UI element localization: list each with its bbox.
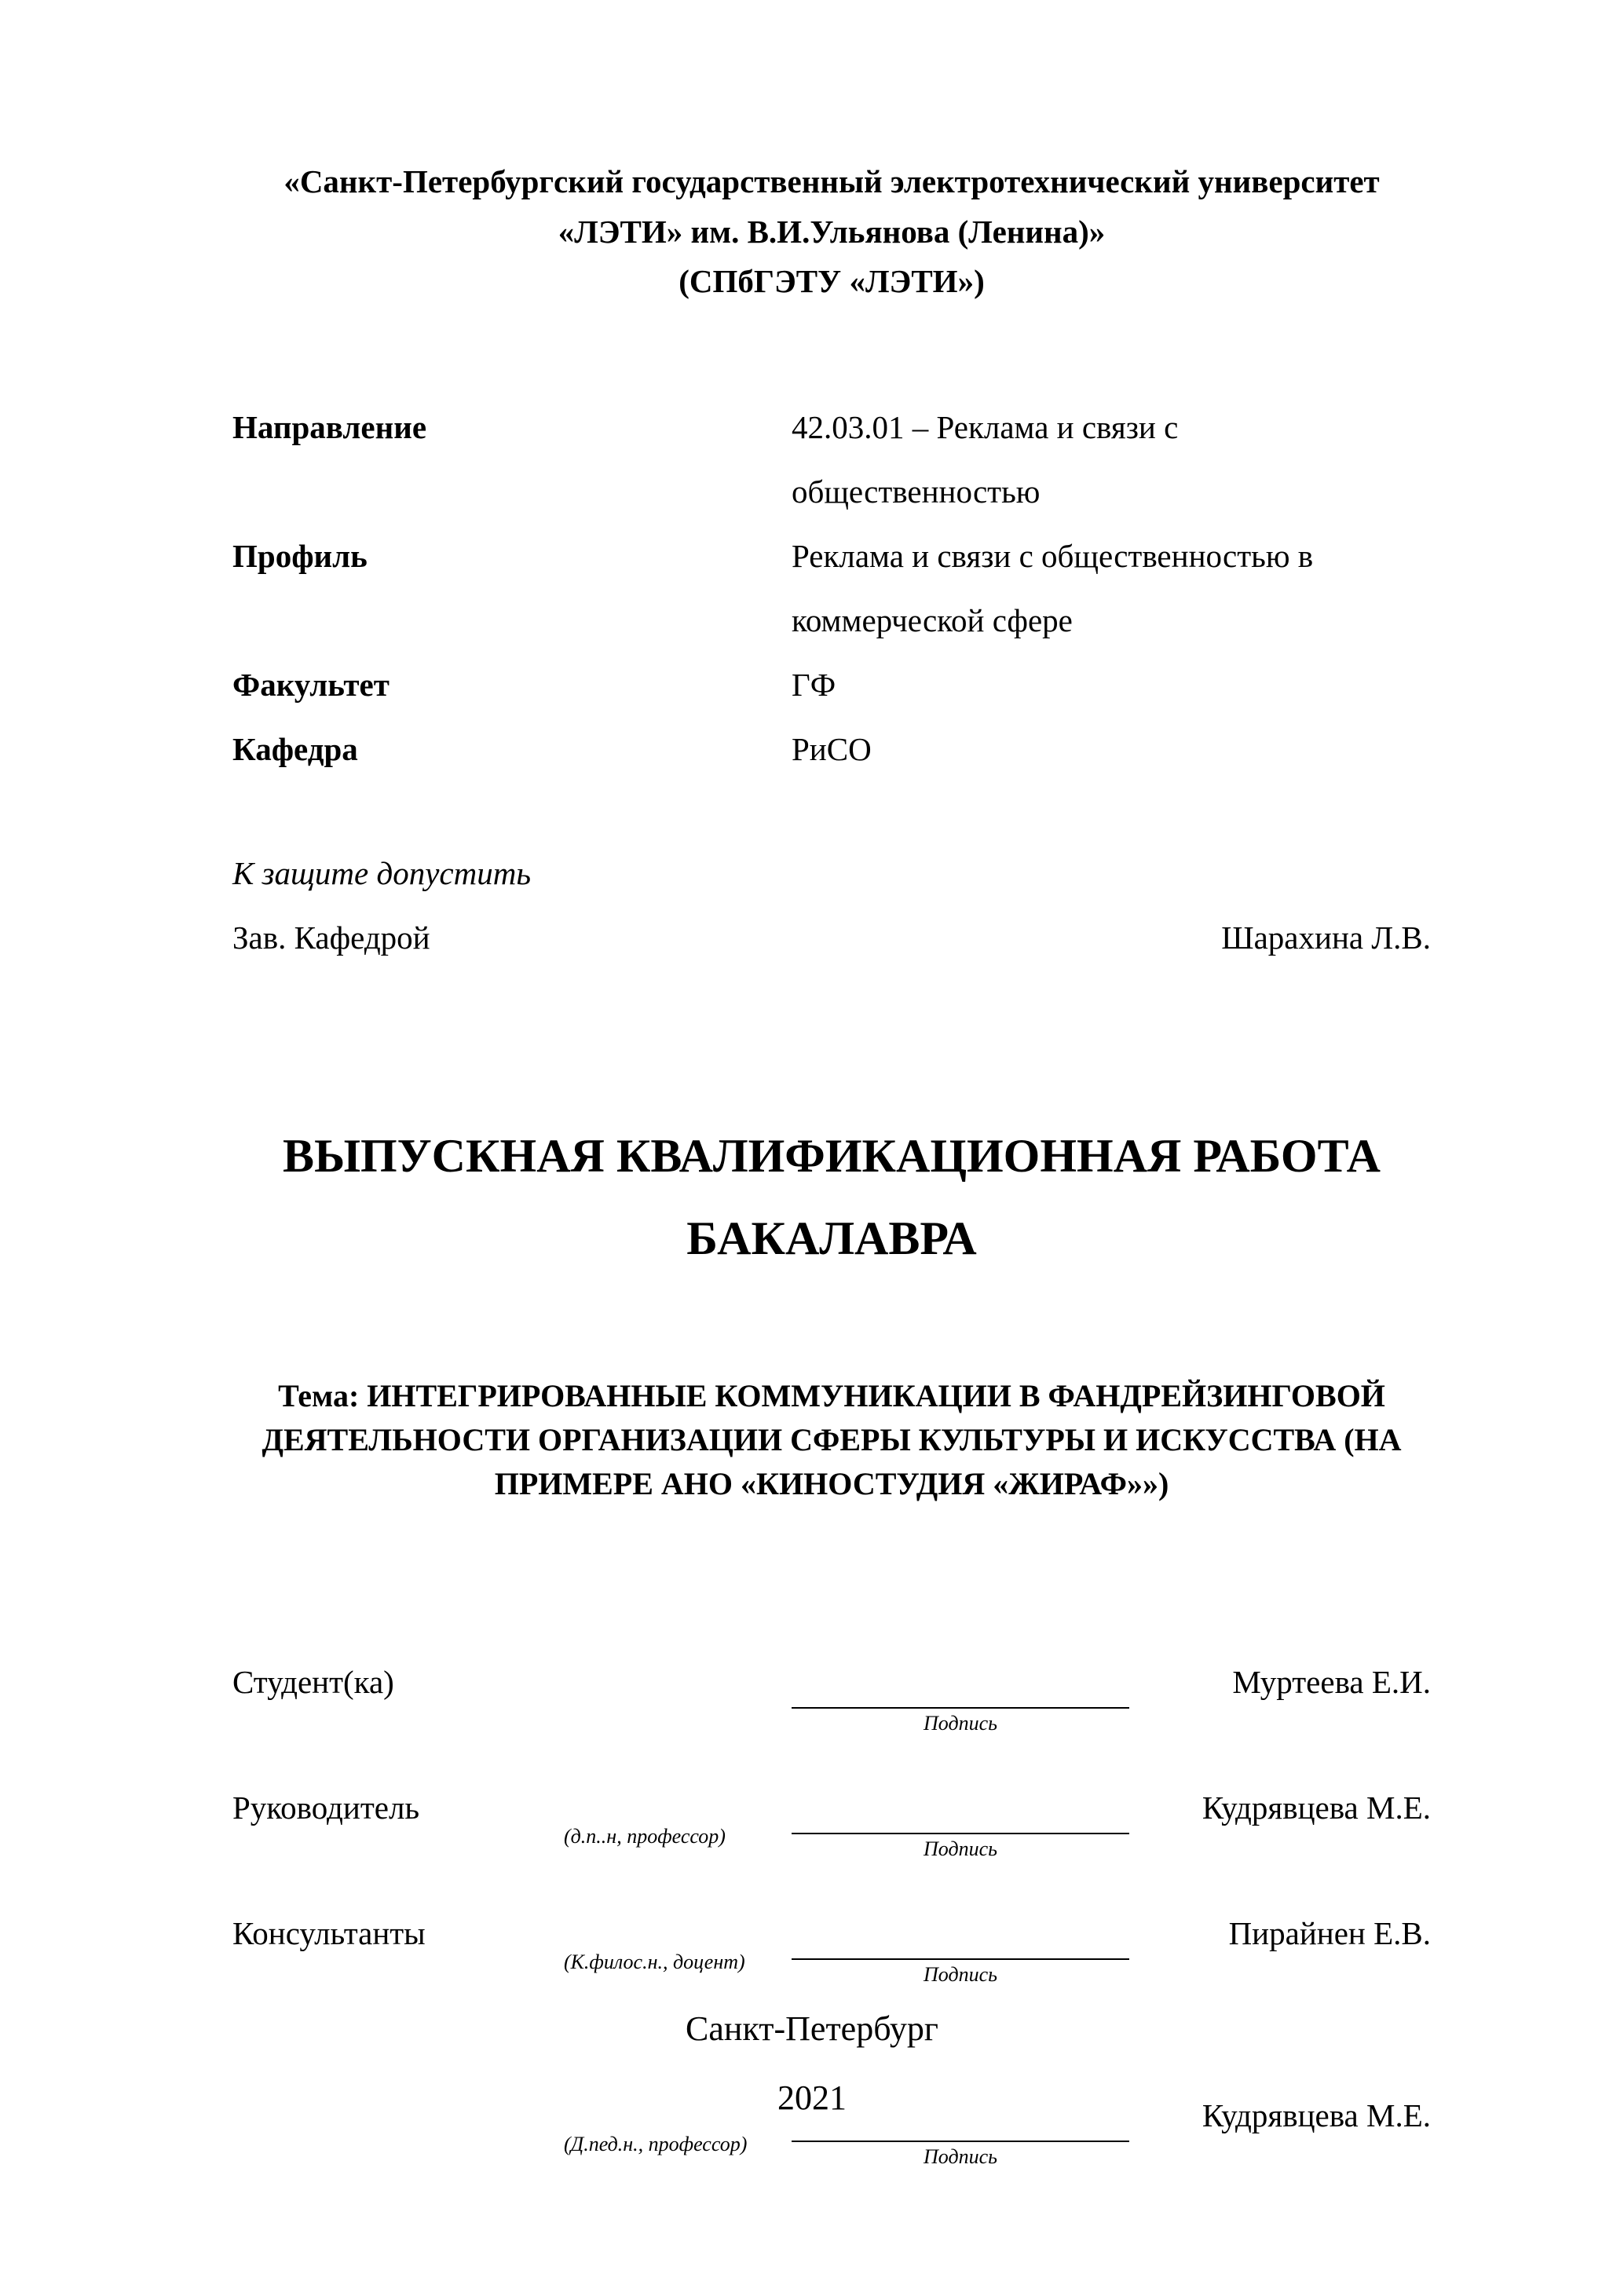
approval-allow-text: К защите допустить <box>232 854 531 891</box>
work-title <box>232 1115 1431 1280</box>
footer-city: Санкт-Петербург <box>686 2009 938 2048</box>
faculty-label: Факультет <box>232 666 390 703</box>
consultant1-signature-block <box>792 1925 1129 1987</box>
detail-row-direction <box>232 395 1431 524</box>
work-title-line2: БАКАЛАВРА <box>686 1212 977 1264</box>
direction-value: 42.03.01 – Реклама и связи с общественностью <box>792 408 1179 510</box>
department-label: Кафедра <box>232 730 358 767</box>
detail-row-faculty <box>232 653 1431 717</box>
consultants-role-label: Консультанты <box>232 1914 426 1951</box>
department-head-name: Шарахина Л.В. <box>1221 919 1431 956</box>
program-details <box>232 395 1431 781</box>
student-role-label: Студент(ка) <box>232 1663 394 1700</box>
supervisor-signature-line <box>792 1800 1129 1834</box>
signature-row-student <box>232 1663 1431 1735</box>
faculty-value: ГФ <box>792 666 836 703</box>
consultant1-name: Пирайнен Е.В. <box>1228 1914 1431 1951</box>
supervisor-signature-caption: Подпись <box>924 1837 997 1860</box>
university-name-line1: «Санкт-Петербургский государственный электротехнический университет <box>283 163 1380 199</box>
student-signature-line <box>792 1674 1129 1709</box>
consultant1-degree-note: (К.филос.н., доцент) <box>564 1950 745 1973</box>
signature-row-consultant1 <box>232 1914 1431 1987</box>
profile-label: Профиль <box>232 537 368 574</box>
supervisor-role-label: Руководитель <box>232 1789 420 1826</box>
student-signature-caption: Подпись <box>924 1711 997 1735</box>
approval-row <box>232 905 1431 970</box>
direction-label: Направление <box>232 408 427 445</box>
student-signature-block <box>792 1674 1129 1735</box>
supervisor-degree-note: (д.п..н, профессор) <box>564 1824 726 1848</box>
university-header <box>232 157 1431 307</box>
detail-row-profile <box>232 524 1431 653</box>
consultant2-name: Кудрявцева М.Е. <box>1202 2097 1431 2133</box>
signature-row-supervisor <box>232 1789 1431 1861</box>
approval-block <box>232 841 1431 970</box>
supervisor-name: Кудрявцева М.Е. <box>1202 1789 1431 1826</box>
theme-text: Тема: ИНТЕГРИРОВАННЫЕ КОММУНИКАЦИИ В ФАНДРЕЙЗИНГОВОЙ ДЕЯТЕЛЬНОСТИ ОРГАНИЗАЦИИ СФЕРЫ КУЛЬТУРЫ И ИСКУССТВА (НА ПРИМЕРЕ АНО «КИНОСТУДИЯ «ЖИРАФ»») <box>262 1377 1402 1501</box>
work-title-line1: ВЫПУСКНАЯ КВАЛИФИКАЦИОННАЯ РАБОТА <box>283 1129 1381 1182</box>
supervisor-signature-block <box>792 1800 1129 1861</box>
university-name-line2: «ЛЭТИ» им. В.И.Ульянова (Ленина)» <box>558 213 1106 250</box>
footer <box>0 1994 1624 2133</box>
consultant1-signature-caption: Подпись <box>924 1962 997 1986</box>
consultant2-degree-note: (Д.пед.н., профессор) <box>564 2132 748 2155</box>
profile-value: Реклама и связи с общественностью в коммерческой сфере <box>792 537 1314 638</box>
consultant1-signature-line <box>792 1925 1129 1960</box>
student-name: Муртеева Е.И. <box>1232 1663 1431 1700</box>
detail-row-department <box>232 717 1431 781</box>
department-head-label: Зав. Кафедрой <box>232 919 430 956</box>
footer-year: 2021 <box>777 2078 847 2117</box>
university-abbreviation: (СПбГЭТУ «ЛЭТИ») <box>678 263 985 300</box>
department-value: РиСО <box>792 730 872 767</box>
consultant2-signature-caption: Подпись <box>924 2144 997 2168</box>
